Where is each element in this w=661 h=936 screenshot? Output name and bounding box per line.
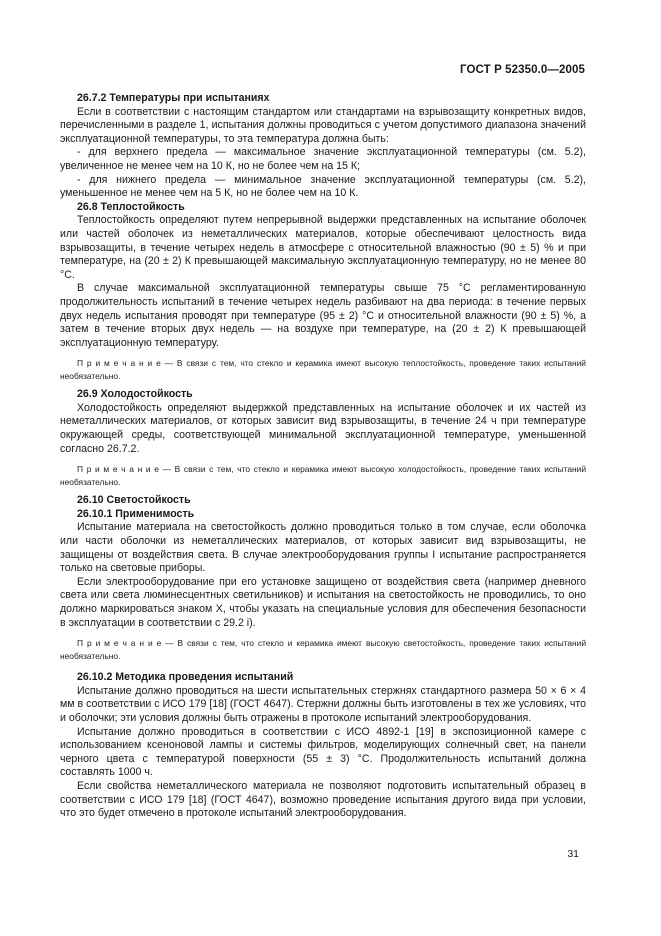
page-number: 31 xyxy=(567,848,579,860)
list-item: - для верхнего предела — максимальное значение эксплуатационной температуры (см. 5.2), увеличенное не менее чем на 10 К, но не более чем на 15 К; xyxy=(60,146,586,172)
note-paragraph: П р и м е ч а н и е — В связи с тем, что стекло и керамика имеют высокую теплостойкость, проведение таких испытаний необязательно. xyxy=(60,358,586,382)
document-body xyxy=(60,92,586,821)
section-heading-26-8: 26.8 Теплостойкость xyxy=(77,200,185,213)
list-item: - для нижнего предела — минимальное значение эксплуатационной температуры (см. 5.2), уменьшенное не менее чем на 5 К, но не более чем на 10 К. xyxy=(60,173,586,200)
body-paragraph: Испытание материала на светостойкость должно проводиться только в том случае, если оболочка или части оболочки из неметаллических материалов, от которых зависит вид взрывозащиты, не защищены от воздействия света. В случае электрооборудования группы I испытание распространяется только на световые приборы. xyxy=(60,521,586,575)
section-heading-26-10: 26.10 Светостойкость xyxy=(77,494,191,507)
note-paragraph: П р и м е ч а н и е — В связи с тем, что стекло и керамика имеют высокую светостойкость, проведение таких испытаний необязательно. xyxy=(60,638,586,662)
body-paragraph: Если свойства неметаллического материала не позволяют подготовить испытательный образец в соответствии с ИСО 179 [18] (ГОСТ 4647), возможно проведение испытания другого вида при условии, что это будет отмечено в протоколе испытаний электрооборудования. xyxy=(60,779,586,820)
body-paragraph: В случае максимальной эксплуатационной температуры свыше 75 °С регламентированную продолжительность испытаний в течение четырех недель разбивают на два периода: в течение первых двух недель испытания проводят при температуре (95 ± 2) °С и относительной влажности (90 ± 5) %, а затем в течение вторых двух недель — на воздухе при температуре, на (20 ± 2) К превышающей эксплуатационную температуру. xyxy=(60,282,586,349)
section-heading-26-9: 26.9 Холодостойкость xyxy=(77,388,193,401)
body-paragraph: Испытание должно проводиться на шести испытательных стержнях стандартного размера 50 × 6 × 4 мм в соответствии с ИСО 179 [18] (ГОСТ 4647). Стержни должны быть изготовлены в тех же условиях, что и оболочки; эти условия должны быть отражены в протоколе испытаний электрооборудования. xyxy=(60,684,586,724)
section-heading-26-10-1: 26.10.1 Применимость xyxy=(77,507,195,520)
body-paragraph: Если электрооборудование при его установке защищено от воздействия света (например дневного света или света люминесцентных светильников) и испытания на светостойкость не проводились, то оно должно маркироваться знаком X, чтобы указать на специальные условия для обеспечения безопасности в эксплуатации в соответствии с 29.2 i). xyxy=(60,575,586,629)
section-heading-26-7-2: 26.7.2 Температуры при испытаниях xyxy=(77,92,270,104)
body-paragraph: Испытание должно проводиться в соответствии с ИСО 4892-1 [19] в экспозиционной камере с использованием ксеноновой лампы и системы фильтров, моделирующих солнечный свет, на панели черного цвета с температурой поверхности (55 ± 3) °С. Продолжительность испытаний должна составлять 1000 ч. xyxy=(60,725,586,779)
body-paragraph: Если в соответствии с настоящим стандартом или стандартами на взрывозащиту конкретных видов, перечисленными в разделе 1, испытания должны проводиться с учетом допустимого диапазона значений эксплуатационной температуры, то эта температура должна быть: xyxy=(60,105,586,145)
body-paragraph: Холодостойкость определяют выдержкой представленных на испытание оболочек и их частей из неметаллических материалов, от которых зависит вид взрывозащиты, в течение 24 ч при температуре окружающей среды, соответствующей минимальной эксплуатационной температуре, уменьшенной согласно 26.7.2. xyxy=(60,401,586,455)
document-header: ГОСТ Р 52350.0—2005 xyxy=(460,64,585,76)
body-paragraph: Теплостойкость определяют путем непрерывной выдержки представленных на испытание оболочек или частей оболочек из неметаллических материалов, которые обеспечивают целостность вида взрывозащиты, в течение четырех недель в атмосфере с относительной влажностью (90 ± 5) % и при температуре, на (20 ± 2) К превышающей максимальную эксплуатационную температуру, но не менее 80 °С. xyxy=(60,214,586,281)
section-heading-26-10-2: 26.10.2 Методика проведения испытаний xyxy=(77,671,294,684)
note-paragraph: П р и м е ч а н и е — В связи с тем, что стекло и керамика имеют высокую холодостойкость, проведение таких испытаний необязательно. xyxy=(60,464,586,488)
